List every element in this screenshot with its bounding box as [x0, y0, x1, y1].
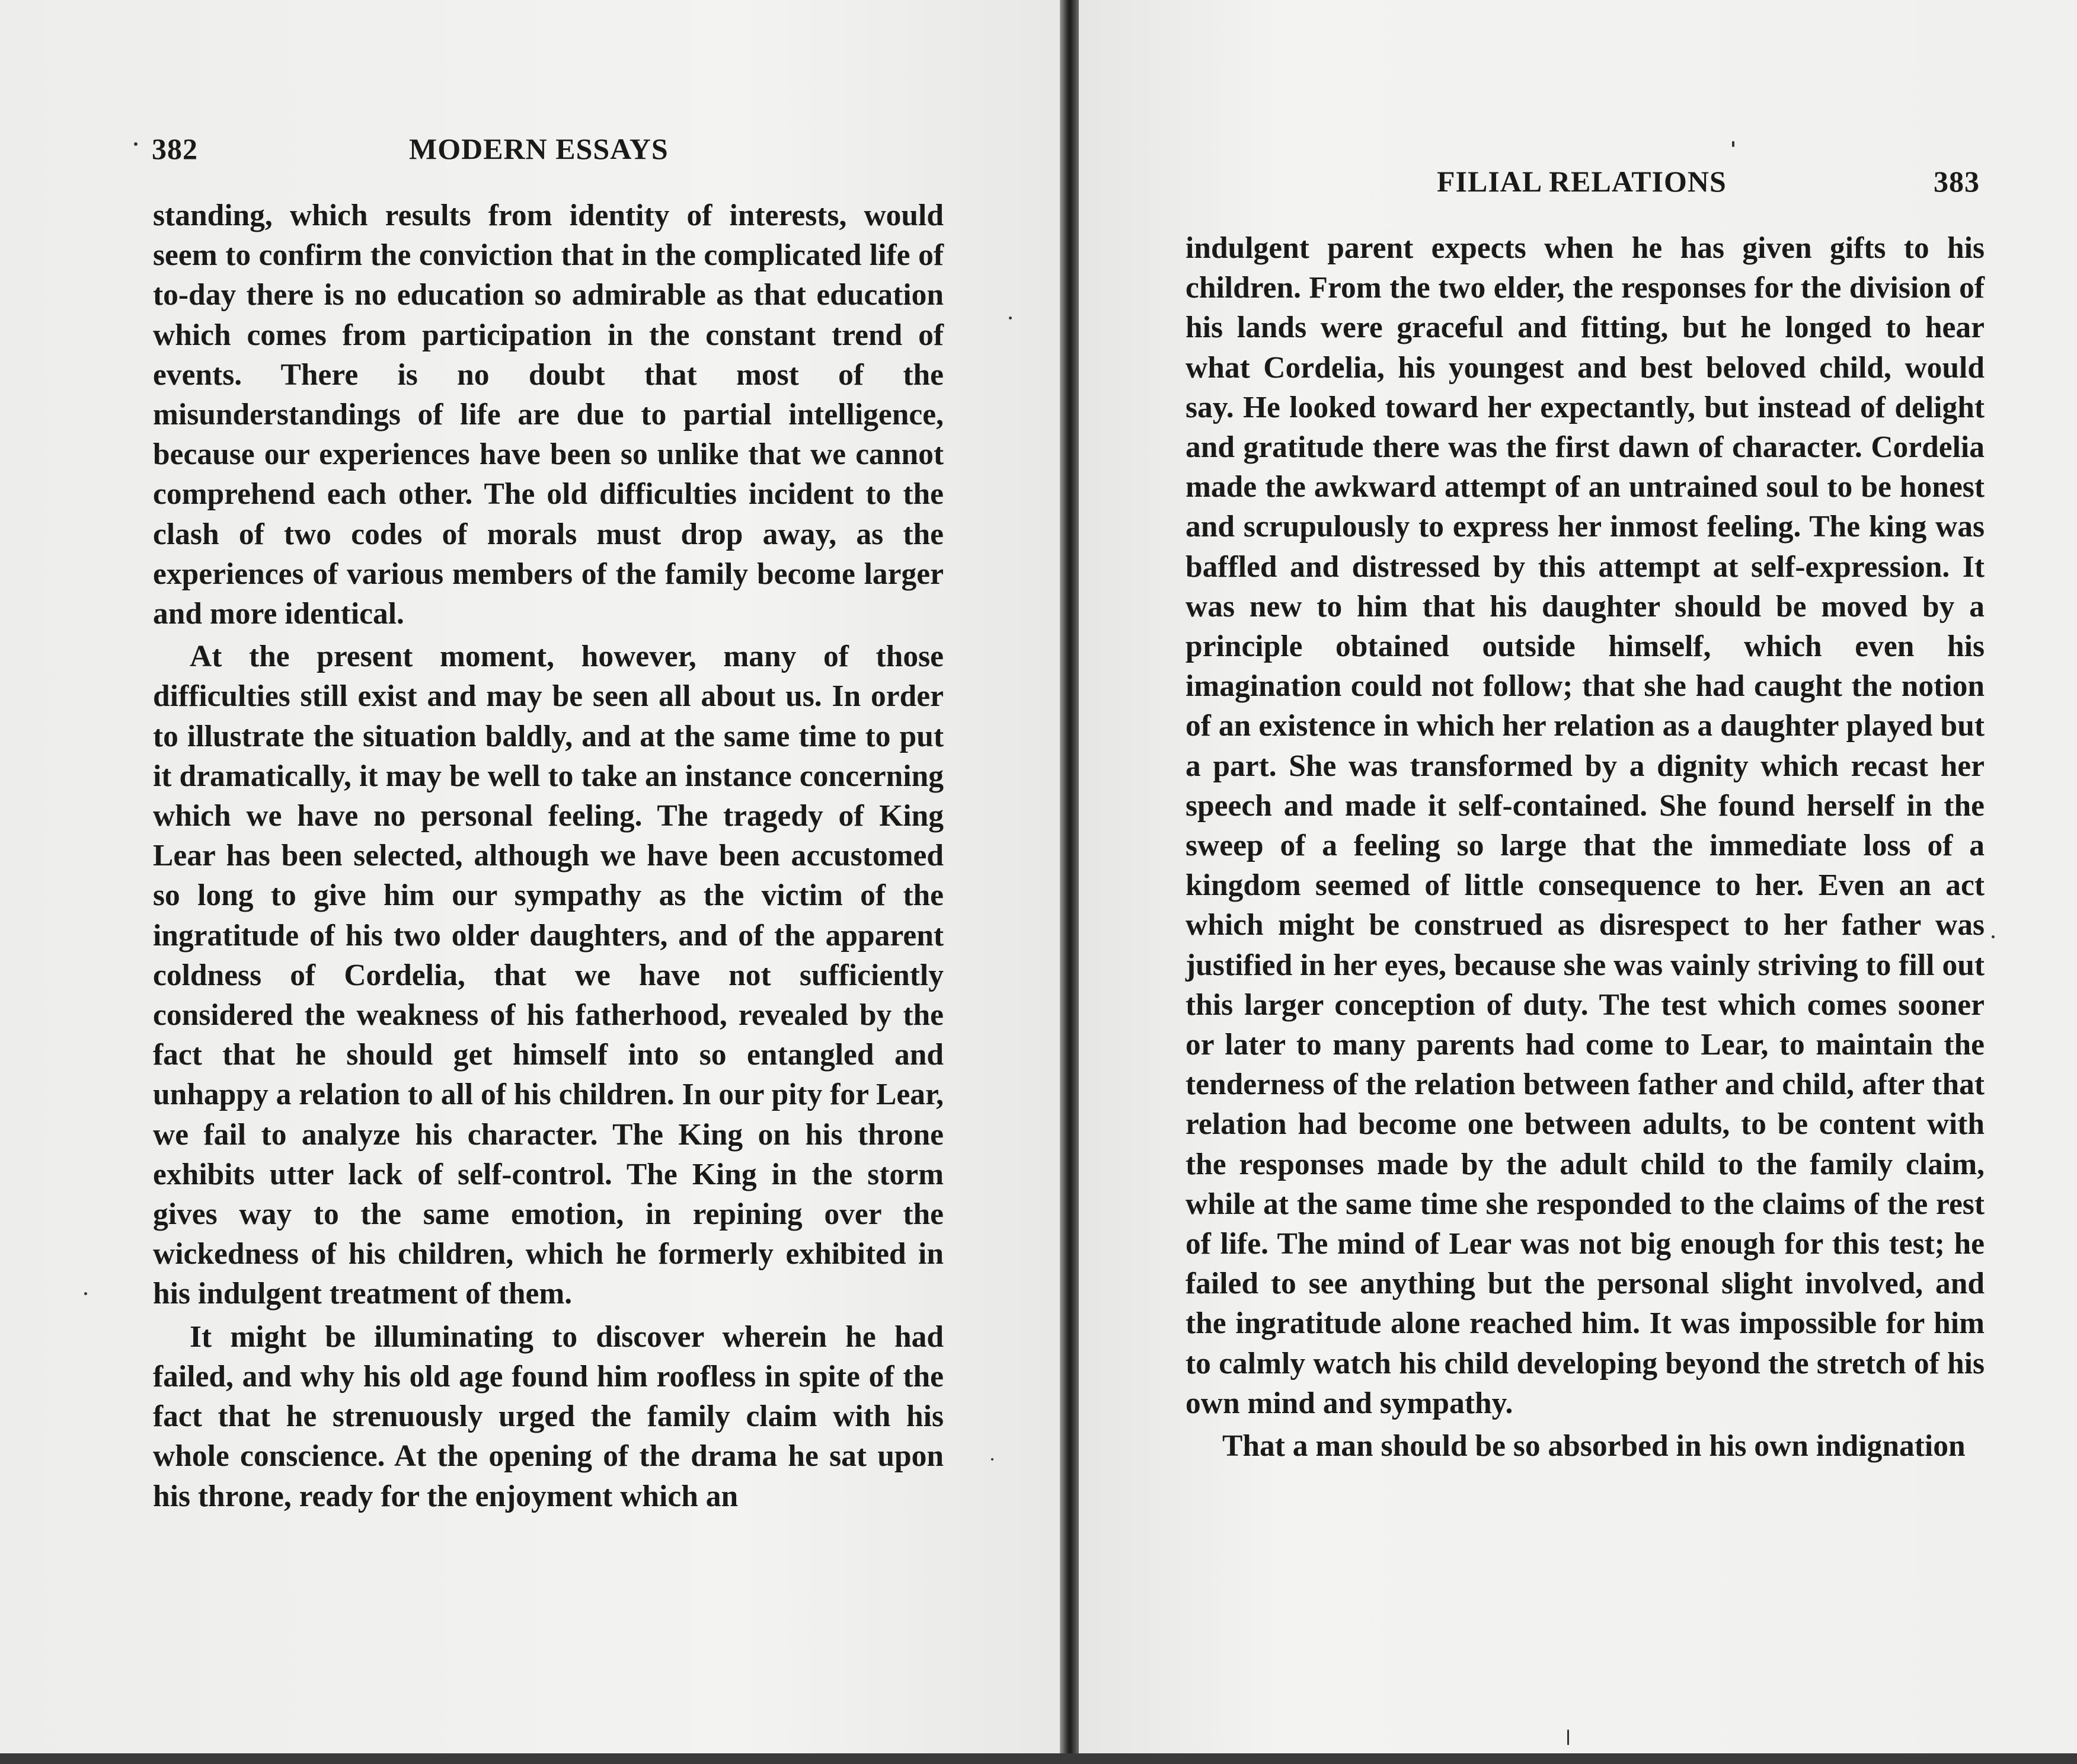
paragraph: indulgent parent expects when he has given gifts to his children. From the two elder, the responses for the division of his lands were graceful and fitting, but he longed to hear what Cordelia, his youngest and best beloved child, would say. He looked toward her expectantly, but instead of delight and gratitude there was the first dawn of character. Cordelia made the awkward attempt of an untrained soul to be honest and scrupulously to express her inmost feeling. The king was baffled and distressed by this attempt at self-expression. It was new to him that his daughter should be moved by a principle obtained outside himself, which even his imagination could not follow; that she had caught the notion of an existence in which her relation as a daughter played but a part. She was transformed by a dignity which recast her speech and made it self-contained. She found herself in the sweep of a feeling so large that the immediate loss of a kingdom seemed of little consequence to her. Even an act which might be construed as disrespect to her father was justified in her eyes, because she was vainly striving to fill out this larger conception of duty. The test which comes sooner or later to many parents had come to Lear, to maintain the tenderness of the relation between father and child, after that relation had become one between adults, to be content with the responses made by the adult child to the family claim, while at the same time she responded to the claims of the rest of life. The mind of Lear was not big enough for this test; he failed to see anything but the personal slight involved, and the ingratitude alone reached him. It was impossible for him to calmly watch his child developing beyond the stretch of his own mind and sympathy.	[1186, 231, 1985, 1420]
paragraph: At the present moment, however, many of those difficulties still exist and may be seen all about us. In order to illustrate the situation baldly, and at the same time to put it dramatically, it may be well to take an instance concerning which we have no personal feeling. The tragedy of King Lear has been selected, although we have been accustomed so long to give him our sympathy as the victim of the ingratitude of his two older daughters, and of the apparent coldness of Cordelia, that we have not sufficiently considered the weakness of his fatherhood, revealed by the fact that he should get himself into so entangled and unhappy a relation to all of his children. In our pity for Lear, we fail to analyze his character. The King on his throne exhibits utter lack of self-control. The King in the storm gives way to the same emotion, in repining over the wickedness of his children, which he formerly exhibited in his indulgent treatment of them.	[153, 640, 944, 1311]
running-head: MODERN ESSAYS	[409, 132, 669, 165]
running-head: FILIAL RELATIONS	[1437, 165, 1727, 198]
ink-speck	[1732, 141, 1734, 147]
ink-speck	[991, 1458, 993, 1461]
ink-speck	[84, 1292, 87, 1295]
right-page	[1079, 0, 2077, 1764]
scan-bottom-edge	[0, 1753, 2077, 1764]
paragraph: That a man should be so absorbed in his own indignation	[1222, 1429, 1966, 1463]
ink-speck	[1567, 1730, 1569, 1745]
ink-speck	[1992, 935, 1995, 938]
ink-speck	[134, 142, 138, 146]
paragraph: standing, which results from identity of interests, would seem to confirm the conviction that in the complicated life of to-day there is no education so admirable as that education which comes from participation in the constant trend of events. There is no doubt that most of the misunderstandings of life are due to partial intelligence, because our experiences have been so unlike that we cannot comprehend each other. The old difficulties incident to the clash of two codes of morals must drop away, as the experiences of various members of the family become larger and more identical.	[153, 199, 944, 631]
page-number: 383	[1934, 165, 1980, 198]
ink-speck	[1009, 317, 1012, 319]
book-gutter	[1060, 0, 1079, 1764]
body-text	[1186, 228, 1985, 1466]
body-text	[153, 196, 944, 1516]
page-number: 382	[152, 132, 198, 165]
paragraph: It might be illuminating to discover wherein he had failed, and why his old age found him roofless in spite of the fact that he strenuously urged the family claim with his whole conscience. At the opening of the drama he sat upon his throne, ready for the enjoyment which an	[153, 1319, 944, 1513]
